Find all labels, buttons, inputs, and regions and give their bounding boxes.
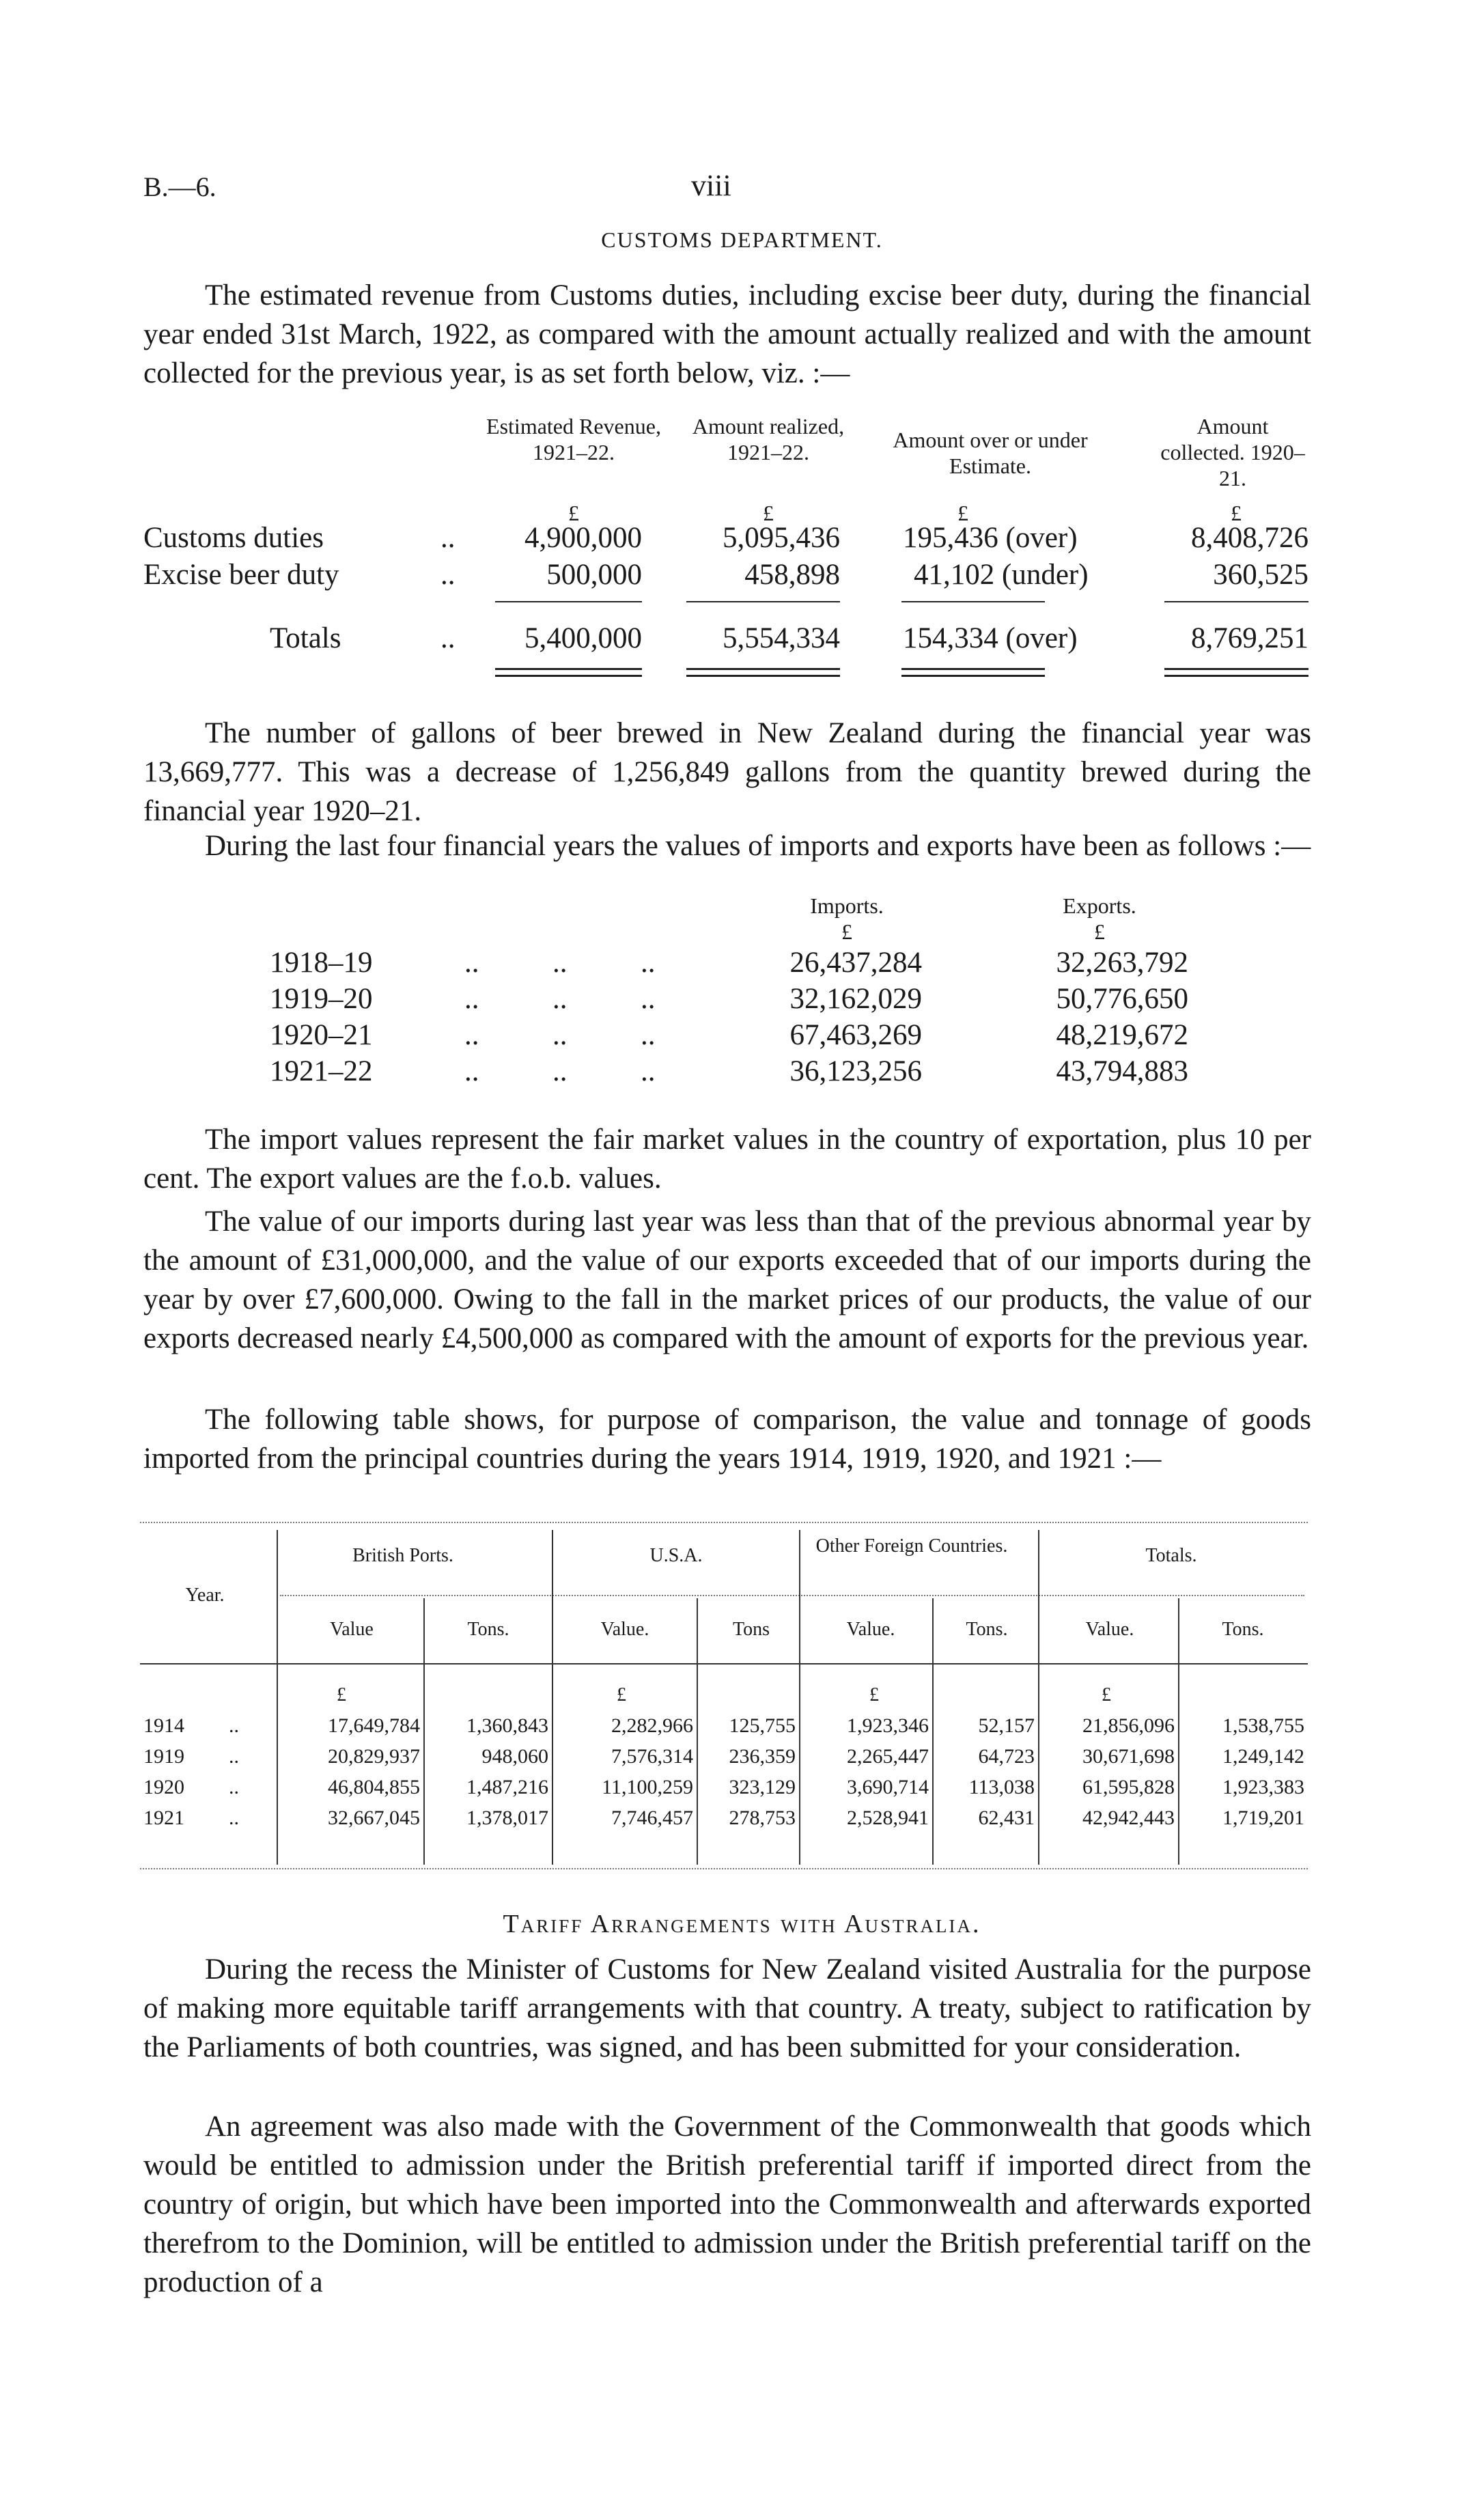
- group-header-totals: Totals.: [1145, 1545, 1197, 1566]
- subheader-value: Value.: [1085, 1619, 1134, 1640]
- tariff-paragraph-1: During the recess the Minister of Customs for New Zealand visited Australia for the purpose of making more equitable tariff arrangements with that country. A treaty, subject to ratification by the Parliaments of both countries, was signed, and has been submitted for your consideration.: [143, 1953, 1311, 2063]
- section-title: CUSTOMS DEPARTMENT.: [601, 227, 883, 252]
- cell-usa-value: 7,746,457: [611, 1807, 693, 1829]
- leader-dots: ..: [229, 1714, 239, 1737]
- revenue-total-over-under: 154,334 (over): [903, 622, 1078, 654]
- cell-other-value: 3,690,714: [847, 1776, 929, 1798]
- currency-symbol: £: [568, 501, 579, 525]
- subheader-value: Value.: [846, 1619, 895, 1640]
- leader-dots: .. .. ..: [464, 1055, 656, 1087]
- subheader-value: Value: [330, 1619, 374, 1640]
- group-rule: [280, 1595, 1304, 1596]
- sum-rule: [495, 601, 642, 602]
- currency-symbol: £: [617, 1684, 626, 1705]
- cell-british-value: 32,667,045: [328, 1807, 420, 1829]
- leader-dots: ..: [440, 559, 456, 591]
- tariff-paragraph-2: An agreement was also made with the Government of the Commonwealth that goods which would be entitled to admission under the British preferential tariff if imported direct from the country of origin, but which have been imported into the Commonwealth and afterwards exported therefrom to the Dominion, will be entitled to admission under the British preferential tariff on the production of a: [143, 2111, 1311, 2298]
- revenue-total-collected: 8,769,251: [1191, 622, 1308, 654]
- sum-rule: [901, 601, 1045, 602]
- cell-usa-value: 7,576,314: [611, 1745, 693, 1768]
- currency-symbol: £: [763, 501, 774, 525]
- currency-symbol: £: [1231, 501, 1242, 525]
- trade-year: 1920–21: [270, 1019, 373, 1051]
- trade-imports: 36,123,256: [789, 1055, 922, 1087]
- row-year: 1921: [143, 1807, 184, 1829]
- cell-total-tons: 1,249,142: [1222, 1745, 1304, 1768]
- document-reference: B.—6.: [143, 171, 216, 202]
- trade-exports: 48,219,672: [1056, 1019, 1188, 1051]
- leader-dots: .. .. ..: [464, 983, 656, 1015]
- cell-usa-value: 11,100,259: [602, 1776, 693, 1798]
- cell-other-tons: 52,157: [978, 1714, 1035, 1737]
- row-year: 1919: [143, 1745, 184, 1768]
- subheader-tons: Tons.: [467, 1619, 509, 1640]
- revenue-collected: 360,525: [1213, 559, 1308, 591]
- revenue-over-under: 195,436 (over): [903, 522, 1078, 554]
- subheader-tons: Tons.: [1222, 1619, 1264, 1640]
- cell-usa-value: 2,282,966: [611, 1714, 693, 1737]
- table-bottom-rule: [140, 1868, 1308, 1869]
- cell-other-value: 2,528,941: [847, 1807, 929, 1829]
- cell-british-tons: 1,378,017: [466, 1807, 548, 1829]
- import-values-paragraph: The import values represent the fair market values in the country of exportation, plus 10 per cent. The export values are the f.o.b. values.: [143, 1124, 1311, 1195]
- page-number: viii: [691, 169, 731, 202]
- revenue-total-estimated: 5,400,000: [524, 622, 642, 654]
- subheader-tons: Tons: [732, 1619, 770, 1640]
- cell-other-value: 1,923,346: [847, 1714, 929, 1737]
- double-rule: [686, 668, 840, 670]
- cell-total-tons: 1,719,201: [1222, 1807, 1304, 1829]
- group-header-british: British Ports.: [352, 1545, 453, 1566]
- intro-paragraph: The estimated revenue from Customs duties, including excise beer duty, during the financial year ended 31st March, 1922, as compared with the amount actually realized and with the amount collected for the previous year, is as set forth below, viz. :—: [143, 279, 1311, 389]
- revenue-estimated: 500,000: [546, 559, 642, 591]
- tariff-section-title: Tariff Arrangements with Australia.: [503, 1910, 981, 1938]
- cell-british-value: 46,804,855: [328, 1776, 420, 1798]
- cell-total-value: 21,856,096: [1082, 1714, 1175, 1737]
- row-year: 1914: [143, 1714, 184, 1737]
- revenue-estimated: 4,900,000: [524, 522, 642, 554]
- group-header-other: Other Foreign Countries.: [815, 1535, 1008, 1557]
- cell-total-value: 42,942,443: [1082, 1807, 1175, 1829]
- sum-rule: [686, 601, 840, 602]
- trade-imports: 26,437,284: [789, 947, 922, 979]
- comparison-paragraph: The value of our imports during last year was less than that of the previous abnormal year by the amount of £31,000,000, and the value of our exports exceeded that of our imports during the year by over £7,600,000. Owing to the fall in the market prices of our products, the value of our exports decreased nearly £4,500,000 as compared with the amount of exports for the previous year.: [143, 1206, 1311, 1354]
- row-year: 1920: [143, 1776, 184, 1798]
- revenue-row-label: Customs duties: [143, 522, 324, 554]
- double-rule: [686, 675, 840, 677]
- leader-dots: ..: [229, 1807, 239, 1829]
- double-rule: [495, 668, 642, 670]
- trade-imports: 67,463,269: [789, 1019, 922, 1051]
- year-header: Year.: [185, 1585, 225, 1606]
- trade-year: 1921–22: [270, 1055, 373, 1087]
- cell-total-tons: 1,538,755: [1222, 1714, 1304, 1737]
- cell-total-tons: 1,923,383: [1222, 1776, 1304, 1798]
- cell-usa-tons: 323,129: [729, 1776, 796, 1798]
- trade-header-imports: Imports.: [810, 893, 884, 918]
- currency-symbol: £: [337, 1684, 346, 1705]
- subheader-tons: Tons.: [966, 1619, 1008, 1640]
- double-rule: [901, 675, 1045, 677]
- trade-exports: 43,794,883: [1056, 1055, 1188, 1087]
- cell-other-value: 2,265,447: [847, 1745, 929, 1768]
- trade-year: 1919–20: [270, 983, 373, 1015]
- cell-usa-tons: 125,755: [729, 1714, 796, 1737]
- revenue-total-realized: 5,554,334: [723, 622, 840, 654]
- cell-total-value: 61,595,828: [1082, 1776, 1175, 1798]
- cell-total-value: 30,671,698: [1082, 1745, 1175, 1768]
- cell-other-tons: 64,723: [978, 1745, 1035, 1768]
- cell-british-value: 17,649,784: [328, 1714, 420, 1737]
- sum-rule: [1164, 601, 1308, 602]
- revenue-header-estimated: Estimated Revenue, 1921–22.: [486, 414, 661, 464]
- trade-header-exports: Exports.: [1063, 893, 1136, 918]
- trade-year: 1918–19: [270, 947, 373, 979]
- double-rule: [1164, 675, 1308, 677]
- double-rule: [1164, 668, 1308, 670]
- table-top-rule: [140, 1522, 1308, 1523]
- currency-symbol: £: [869, 1684, 879, 1705]
- revenue-header-collected: Amount collected. 1920–21.: [1160, 414, 1305, 490]
- currency-symbol: £: [1102, 1684, 1111, 1705]
- cell-other-tons: 113,038: [968, 1776, 1035, 1798]
- currency-symbol: £: [1094, 919, 1105, 944]
- cell-usa-tons: 278,753: [729, 1807, 796, 1829]
- currency-symbol: £: [957, 501, 968, 525]
- header-bottom-rule: [140, 1663, 1308, 1665]
- leader-dots: ..: [229, 1776, 239, 1798]
- double-rule: [901, 668, 1045, 670]
- countries-intro-paragraph: The following table shows, for purpose of comparison, the value and tonnage of goods imported from the principal countries during the years 1914, 1919, 1920, and 1921 :—: [143, 1404, 1311, 1475]
- leader-dots: ..: [229, 1745, 239, 1768]
- revenue-over-under: 41,102 (under): [914, 559, 1089, 591]
- cell-british-tons: 1,360,843: [466, 1714, 548, 1737]
- currency-symbol: £: [841, 919, 852, 944]
- beer-paragraph: The number of gallons of beer brewed in New Zealand during the financial year was 13,669,777. This was a decrease of 1,256,849 gallons from the quantity brewed during the financial year 1920–21.: [143, 717, 1311, 827]
- cell-british-tons: 948,060: [481, 1745, 548, 1768]
- revenue-header-over-under: Amount over or under Estimate.: [893, 428, 1088, 478]
- cell-british-tons: 1,487,216: [466, 1776, 548, 1798]
- trade-exports: 32,263,792: [1056, 947, 1188, 979]
- revenue-realized: 458,898: [744, 559, 840, 591]
- revenue-collected: 8,408,726: [1191, 522, 1308, 554]
- revenue-header-realized: Amount realized, 1921–22.: [692, 414, 845, 464]
- cell-british-value: 20,829,937: [328, 1745, 420, 1768]
- cell-usa-tons: 236,359: [729, 1745, 796, 1768]
- cell-other-tons: 62,431: [978, 1807, 1035, 1829]
- trade-imports: 32,162,029: [789, 983, 922, 1015]
- group-header-usa: U.S.A.: [649, 1545, 703, 1566]
- revenue-row-label: Excise beer duty: [143, 559, 339, 591]
- revenue-realized: 5,095,436: [723, 522, 840, 554]
- leader-dots: ..: [440, 622, 456, 654]
- leader-dots: ..: [440, 522, 456, 554]
- subheader-value: Value.: [600, 1619, 649, 1640]
- trade-exports: 50,776,650: [1056, 983, 1188, 1015]
- leader-dots: .. .. ..: [464, 1019, 656, 1051]
- double-rule: [495, 675, 642, 677]
- revenue-totals-label: Totals: [270, 622, 341, 654]
- leader-dots: .. .. ..: [464, 947, 656, 979]
- trade-intro-paragraph: During the last four financial years the values of imports and exports have been as follows :—: [205, 830, 1311, 862]
